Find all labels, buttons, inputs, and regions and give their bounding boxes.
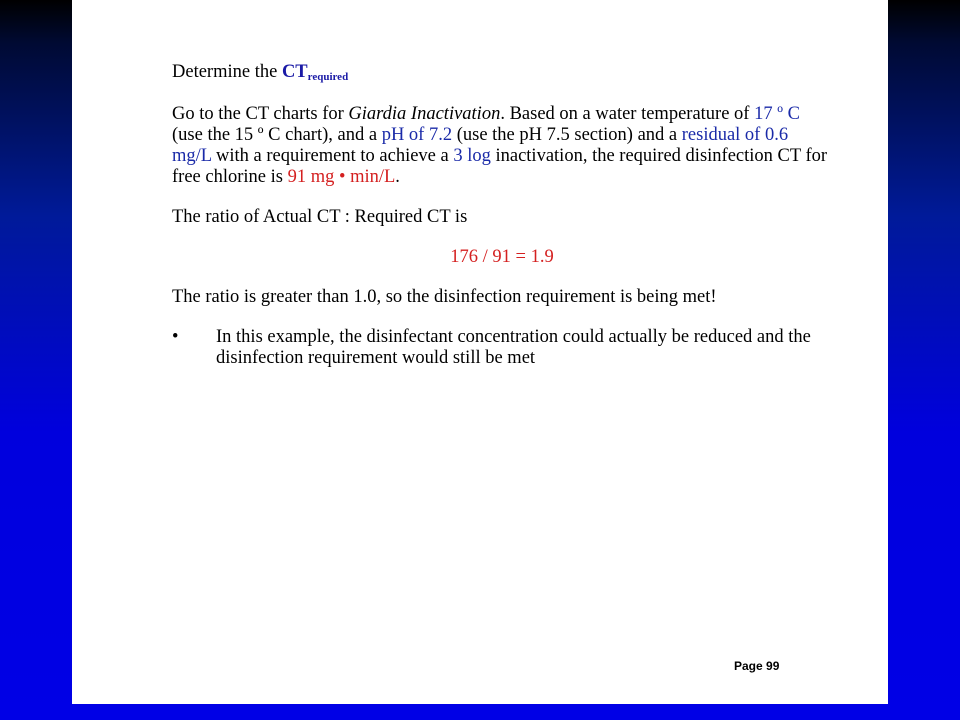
bullet-icon: • — [172, 327, 179, 347]
text-span: Go to the CT charts for — [172, 104, 349, 124]
document-page — [72, 0, 888, 704]
page-number: Page 99 — [734, 659, 780, 673]
temperature-value: 17 º C — [754, 104, 800, 124]
section-heading — [172, 62, 832, 88]
heading-text: Determine the — [172, 62, 282, 82]
paragraph-giardia — [172, 104, 832, 188]
ratio-equation: 176 / 91 = 1.9 — [450, 247, 554, 267]
conclusion-paragraph: The ratio is greater than 1.0, so the disinfection requirement is being met! — [172, 287, 717, 307]
log-value: 3 log — [453, 146, 491, 166]
ph-value: pH of 7.2 — [381, 125, 453, 145]
text-span: . Based on a water temperature of — [500, 104, 755, 124]
ct-required-value: 91 mg • min/L — [287, 167, 396, 187]
bullet-item — [172, 327, 832, 369]
residual-value: residual of 0.6 mg/L — [172, 125, 789, 166]
text-span: (use the 15 º C chart), and a — [172, 125, 382, 145]
ratio-intro: The ratio of Actual CT : Required CT is — [172, 207, 468, 227]
document-body — [172, 62, 832, 369]
bullet-text: In this example, the disinfectant concentration could actually be reduced and the disinfection requirement would still be met — [216, 327, 811, 368]
heading-ct: CT — [281, 62, 308, 82]
text-span: . — [395, 167, 400, 187]
text-span: inactivation, the required disinfection CT for free chlorine is — [172, 146, 828, 187]
text-span: (use the pH 7.5 section) and a — [452, 125, 682, 145]
heading-subscript: required — [307, 71, 349, 83]
giardia-italic: Giardia Inactivation — [348, 104, 501, 124]
text-span: with a requirement to achieve a — [211, 146, 454, 166]
